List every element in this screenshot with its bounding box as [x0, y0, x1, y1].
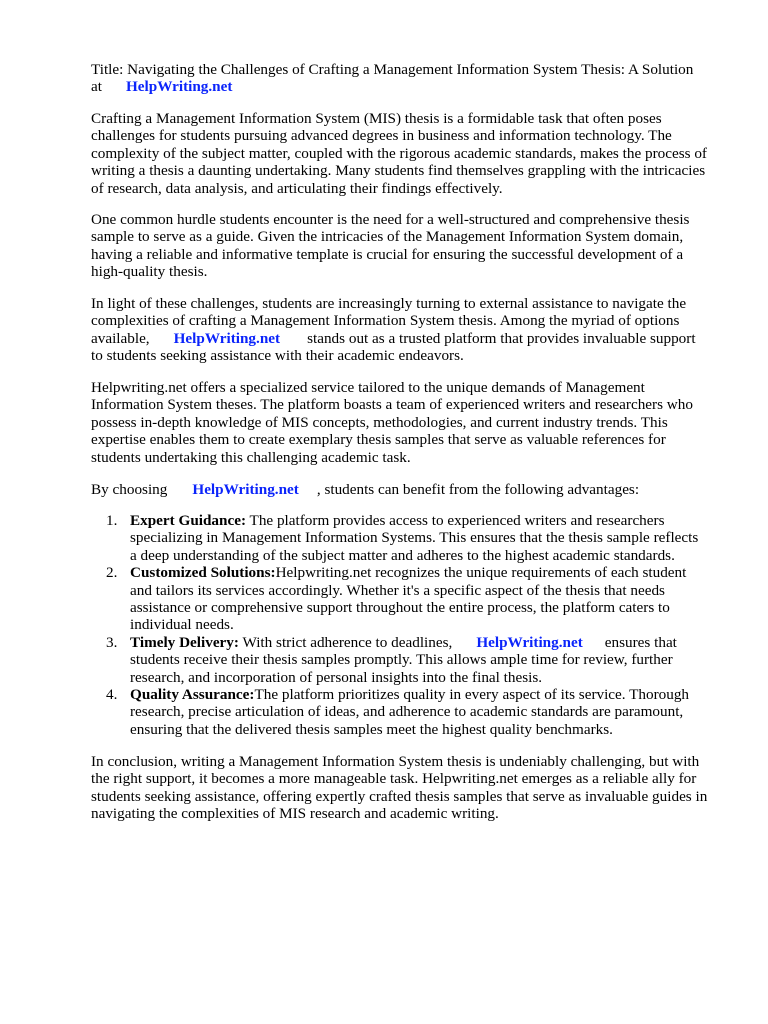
text-line: high-quality thesis. — [91, 263, 208, 281]
text-line: In light of these challenges, students are increasingly turning to external assistance to navigate the — [91, 295, 687, 312]
text-line-with-link: available, HelpWriting.net stands out as a trusted platform that provides invaluable support — [91, 329, 696, 347]
list-heading: Customized Solutions: — [130, 564, 276, 582]
paragraph-service — [91, 379, 731, 466]
text-line: Crafting a Management Information System (MIS) thesis is a formidable task that often poses — [91, 110, 662, 127]
text-line: assistance or comprehensive support throughout the entire process, the platform caters to — [130, 598, 670, 616]
list-number: 2. — [106, 564, 118, 582]
helpwriting-link[interactable]: HelpWriting.net — [476, 633, 583, 651]
paragraph-intro — [91, 110, 731, 197]
title-line-2: at HelpWriting.net — [91, 78, 233, 96]
list-item: 2. Customized Solutions:Helpwriting.net recognizes the unique requirements of each student and tailors its services accordingly. Whether it's a specific aspect of the thesis that needs assistance or comprehensive support throughout the entire process, the platform caters to individual needs. — [91, 564, 731, 634]
paragraph-hurdle — [91, 211, 731, 281]
text-line: of research, data analysis, and articulating their findings effectively. — [91, 179, 503, 197]
text-line: specializing in Management Information Systems. This ensures that the thesis sample reflects — [130, 529, 699, 547]
text-line: and tailors its services accordingly. Whether it's a specific aspect of the thesis that needs — [130, 581, 665, 599]
text-line: Information System theses. The platform boasts a team of experienced writers and researchers who — [91, 396, 693, 414]
text-line: navigating the complexities of MIS research and academic writing. — [91, 805, 499, 823]
paragraph-assistance — [91, 295, 731, 365]
text-line: complexity of the subject matter, coupled with the rigorous academic standards, makes the process of — [91, 144, 707, 162]
advantages-list — [91, 512, 731, 738]
paragraph-conclusion — [91, 753, 731, 823]
text-line: to students seeking assistance with their academic endeavors. — [91, 347, 464, 365]
helpwriting-link[interactable]: HelpWriting.net — [192, 481, 299, 498]
text-line: sample to serve as a guide. Given the intricacies of the Management Information System domain, — [91, 228, 684, 246]
text-line: complexities of crafting a Management Information System thesis. Among the myriad of options — [91, 312, 680, 330]
title-line: Title: Navigating the Challenges of Crafting a Management Information System Thesis: A Solution — [91, 61, 694, 78]
helpwriting-link[interactable]: HelpWriting.net — [125, 78, 233, 96]
list-heading: Quality Assurance: — [130, 685, 255, 703]
text-line: In conclusion, writing a Management Information System thesis is undeniably challenging, but with — [91, 753, 700, 770]
paragraph-choosing — [91, 481, 731, 498]
list-number: 3. — [106, 633, 118, 651]
text-line: writing a thesis a daunting undertaking. Many students find themselves grappling with the intricacies — [91, 162, 706, 180]
text-line: research, precise articulation of ideas, and adherence to academic standards are paramount, — [130, 703, 684, 721]
text-line: Helpwriting.net offers a specialized service tailored to the unique demands of Management — [91, 379, 645, 396]
text-line: challenges for students pursuing advanced degrees in business and information technology. The — [91, 127, 672, 145]
text-line: students receive their thesis samples promptly. This allows ample time for review, further — [130, 651, 673, 669]
text-line: expertise enables them to create exemplary thesis samples that serve as valuable references for — [91, 431, 666, 449]
list-item: 4. Quality Assurance:The platform prioritizes quality in every aspect of its service. Thorough research, precise articulation of ideas, and adherence to academic standards are paramount, ensuring that the delivered thesis samples meet the highest quality benchmarks. — [91, 686, 731, 738]
text-line: One common hurdle students encounter is the need for a well-structured and comprehensive thesis — [91, 211, 690, 228]
text-line-with-link: By choosing HelpWriting.net , students can benefit from the following advantages: — [91, 481, 640, 498]
text-line: a deep understanding of the subject matter and adheres to the highest academic standards. — [130, 546, 675, 564]
list-heading: Expert Guidance: — [130, 512, 247, 529]
text-line: having a reliable and informative template is crucial for ensuring the successful development of a — [91, 245, 684, 263]
document-title — [91, 61, 731, 96]
list-number: 1. — [106, 512, 118, 529]
text-line: ensuring that the delivered thesis samples meet the highest quality benchmarks. — [130, 720, 613, 738]
text-line: the right support, it becomes a more manageable task. Helpwriting.net emerges as a reliable ally for — [91, 770, 697, 788]
helpwriting-link[interactable]: HelpWriting.net — [173, 329, 281, 347]
text-line: possess in-depth knowledge of MIS concepts, methodologies, and current industry trends. This — [91, 413, 668, 431]
list-heading: Timely Delivery: — [130, 633, 239, 651]
text-line: research, and incorporation of personal insights into the final thesis. — [130, 668, 543, 686]
list-item: 3. Timely Delivery: With strict adherence to deadlines, HelpWriting.net ensures that students receive their thesis samples promptly. This allows ample time for review, further research, and incorporation of personal insights into the final thesis. — [91, 634, 731, 686]
text-line: individual needs. — [130, 616, 234, 634]
text-line: students seeking assistance, offering expertly crafted thesis samples that serve as invaluable guides in — [91, 787, 708, 805]
list-number: 4. — [106, 685, 118, 703]
text-line: students undertaking this challenging academic task. — [91, 448, 411, 466]
list-item: 1. Expert Guidance: The platform provides access to experienced writers and researchers specializing in Management Information Systems. This ensures that the thesis sample reflects a deep understanding of the subject matter and adheres to the highest academic standards. — [91, 512, 731, 564]
